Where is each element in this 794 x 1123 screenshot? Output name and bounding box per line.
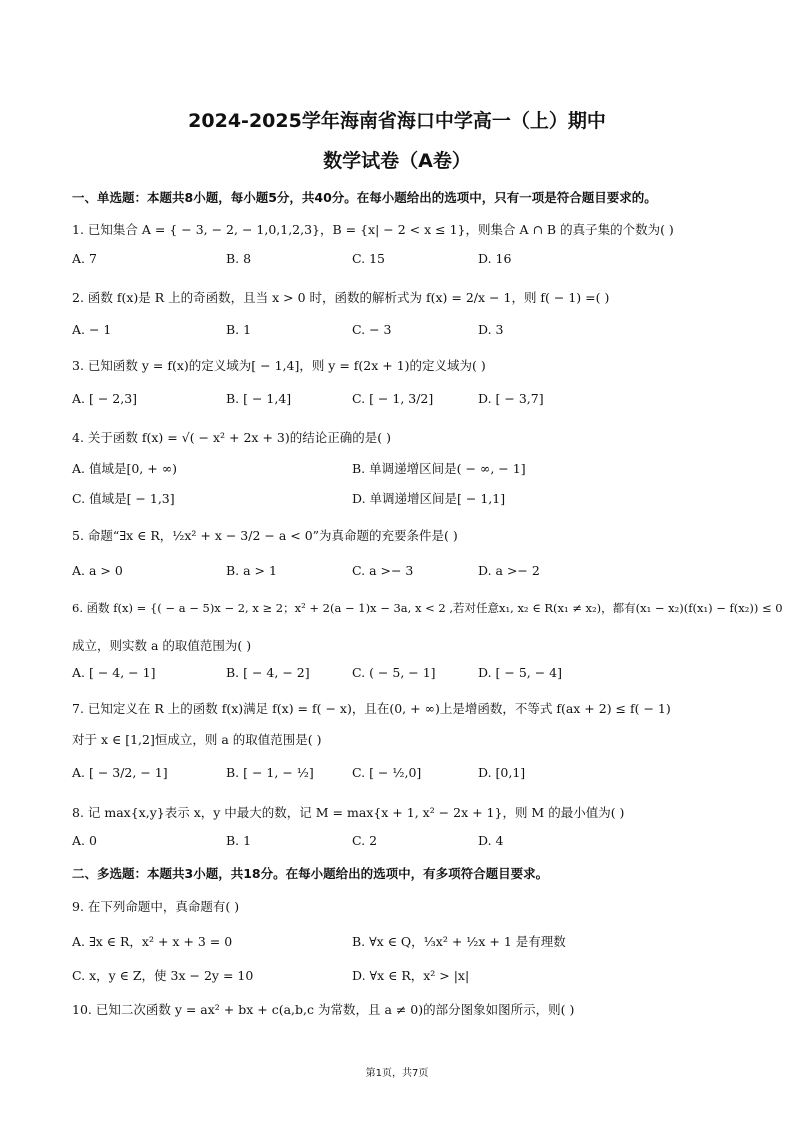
question-8: 8. 记 max{x,y}表示 x，y 中最大的数，记 M = max{x + 1, x² − 2x + 1}，则 M 的最小值为( ): [72, 805, 625, 820]
question-4-options-row2: [72, 489, 732, 507]
exam-subtitle: 数学试卷（A卷）: [323, 150, 471, 172]
option-c: C. a >− 3: [352, 563, 414, 578]
question-2: 2. 函数 f(x)是 R 上的奇函数，且当 x > 0 时，函数的解析式为 f(x) = 2/x − 1，则 f( − 1) =( ): [72, 290, 610, 305]
question-5-options: [72, 563, 732, 581]
option-a: A. a > 0: [72, 563, 123, 578]
option-a: A. [ − 4, − 1]: [72, 665, 156, 680]
section-multi-choice: 二、多选题：本题共3小题，共18分。在每小题给出的选项中，有多项符合题目要求。: [72, 866, 549, 881]
option-d: D. 16: [478, 251, 512, 266]
option-c: C. [ − ½,0]: [352, 765, 422, 780]
option-b: B. 8: [226, 251, 252, 266]
option-a: A. [ − 2,3]: [72, 391, 138, 406]
option-c: C. 值域是[ − 1,3]: [72, 491, 175, 506]
question-1: 1. 已知集合 A = { − 3, − 2, − 1,0,1,2,3}，B = {x| − 2 < x ≤ 1}，则集合 A ∩ B 的真子集的个数为( ): [72, 222, 674, 237]
option-d: D. [ − 3,7]: [478, 391, 544, 406]
option-b: B. a > 1: [226, 563, 277, 578]
question-10: 10. 已知二次函数 y = ax² + bx + c(a,b,c 为常数，且 a ≠ 0)的部分图象如图所示，则( ): [72, 1002, 575, 1017]
option-d: D. 4: [478, 833, 504, 848]
option-d: D. ∀x ∈ R，x² > |x|: [352, 968, 470, 983]
option-b: B. 1: [226, 322, 252, 337]
option-b: B. 1: [226, 833, 252, 848]
question-6: 6. 函数 f(x) = {( − a − 5)x − 2, x ≥ 2；x² + 2(a − 1)x − 3a, x < 2 ,若对任意x₁, x₂ ∈ R(x₁ ≠ x₂)，都有(x₁ − x₂)(f(x₁) − f(x₂)) ≤ 0: [72, 601, 783, 615]
option-c: C. 15: [352, 251, 385, 266]
question-5: 5. 命题“∃x ∈ R，½x² + x − 3/2 − a < 0”为真命题的充要条件是( ): [72, 528, 458, 543]
question-8-options: [72, 833, 732, 851]
option-d: D. a >− 2: [478, 563, 540, 578]
option-b: B. ∀x ∈ Q，⅓x² + ½x + 1 是有理数: [352, 934, 566, 949]
section-single-choice: 一、单选题：本题共8小题，每小题5分，共40分。在每小题给出的选项中，只有一项是符合题目要求的。: [72, 190, 657, 205]
option-a: A. − 1: [72, 322, 112, 337]
exam-title: 2024-2025学年海南省海口中学高一（上）期中: [188, 110, 606, 132]
question-7: 7. 已知定义在 R 上的函数 f(x)满足 f(x) = f( − x)，且在(0, + ∞)上是增函数，不等式 f(ax + 2) ≤ f( − 1): [72, 701, 671, 716]
option-c: C. [ − 1, 3/2]: [352, 391, 434, 406]
option-b: B. [ − 1, − ½]: [226, 765, 314, 780]
question-3-options: [72, 391, 732, 409]
option-b: B. 单调递增区间是( − ∞, − 1]: [352, 461, 526, 476]
question-7-options: [72, 765, 732, 783]
option-a: A. [ − 3/2, − 1]: [72, 765, 168, 780]
option-b: B. [ − 4, − 2]: [226, 665, 310, 680]
option-c: C. x，y ∈ Z，使 3x − 2y = 10: [72, 968, 254, 983]
option-c: C. ( − 5, − 1]: [352, 665, 436, 680]
question-6-cont: 成立，则实数 a 的取值范围为( ): [72, 638, 252, 653]
question-1-options: [72, 251, 732, 269]
option-d: D. [0,1]: [478, 765, 526, 780]
question-2-options: [72, 322, 732, 340]
option-b: B. [ − 1,4]: [226, 391, 292, 406]
question-3: 3. 已知函数 y = f(x)的定义域为[ − 1,4]，则 y = f(2x + 1)的定义域为( ): [72, 358, 486, 373]
question-9: 9. 在下列命题中，真命题有( ): [72, 899, 240, 914]
page-footer: 第1页，共7页: [365, 1068, 429, 1079]
option-d: D. 单调递增区间是[ − 1,1]: [352, 491, 506, 506]
option-a: A. 7: [72, 251, 97, 266]
option-a: A. ∃x ∈ R，x² + x + 3 = 0: [72, 934, 233, 949]
option-a: A. 0: [72, 833, 97, 848]
option-d: D. 3: [478, 322, 504, 337]
option-c: C. 2: [352, 833, 378, 848]
option-d: D. [ − 5, − 4]: [478, 665, 562, 680]
question-4: 4. 关于函数 f(x) = √( − x² + 2x + 3)的结论正确的是( ): [72, 430, 391, 445]
question-6-options: [72, 665, 732, 683]
option-c: C. − 3: [352, 322, 392, 337]
question-7-cont: 对于 x ∈ [1,2]恒成立，则 a 的取值范围是( ): [72, 732, 322, 747]
question-9-options-row2: [72, 966, 732, 984]
question-4-options-row1: [72, 459, 732, 477]
question-9-options-row1: [72, 932, 732, 950]
option-a: A. 值域是[0, + ∞): [72, 461, 177, 476]
